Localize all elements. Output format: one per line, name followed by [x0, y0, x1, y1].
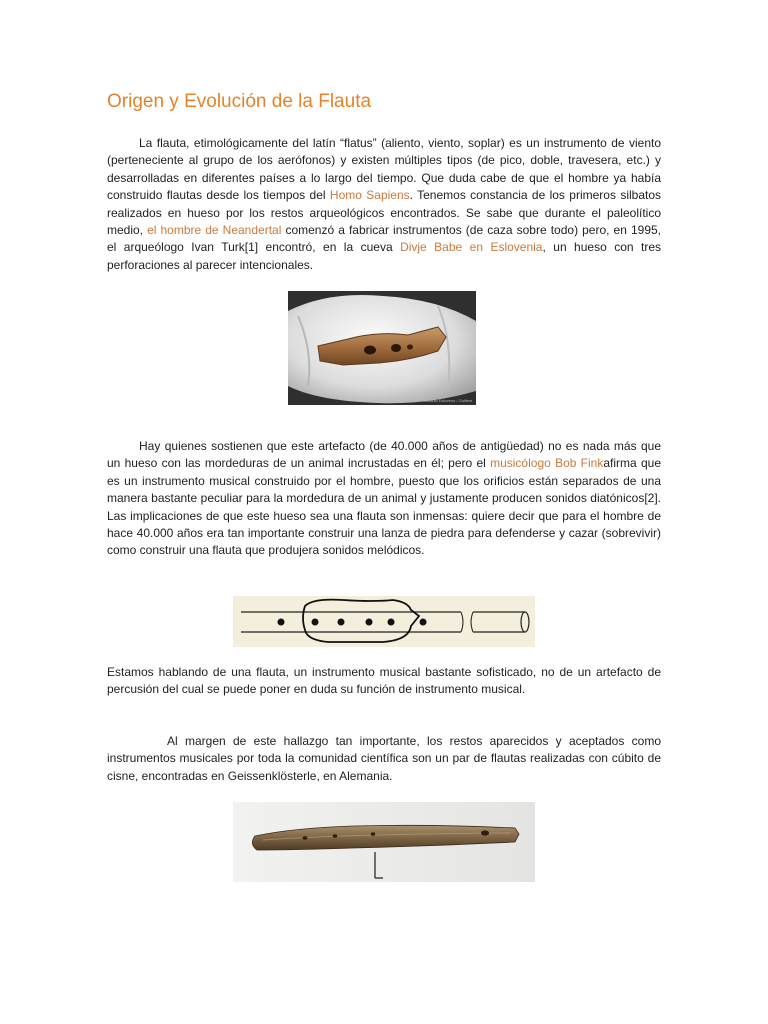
photo-credit: Instituto Esloveno / Guillem [423, 398, 473, 403]
swan-bone-flute-photo [233, 802, 535, 882]
link-homo-sapiens[interactable]: Homo Sapiens [329, 188, 410, 203]
intro-text-2: . Tenemos constancia de los primeros silbatos realizados en hueso por los restos arqueológicos encontrados. Se sabe que durante el paleolítico medio, [107, 188, 662, 238]
paragraph-intro [107, 135, 661, 274]
swan-flutes-text: Al margen de este hallazgo tan importante, los restos aparecidos y aceptados como instrumentos musicales por toda la comunidad científica son un par de flautas realizadas con cúbito de cisne, encontradas en Geissenklösterle, en Alemania. [107, 734, 661, 783]
debate-text-1: Hay quienes sostienen que este artefacto (de 40.000 años de antigüedad) no es nada más que un hueso con las mordeduras de un animal incrustadas en él; pero el [107, 439, 661, 471]
intro-text-3: comenzó a fabricar instrumentos (de caza sobre todo) pero, en 1995, el arqueólogo Ivan Turk[1] encontró, en la cueva [107, 223, 661, 255]
link-neandertal[interactable]: el hombre de Neandertal [147, 223, 282, 238]
intro-text-4: , un hueso con tres perforaciones al parecer intencionales. [107, 240, 661, 272]
intro-text-1: La flauta, etimológicamente del latín “flatus” (aliento, viento, soplar) es un instrumento de viento (perteneciente al grupo de los aerófonos) y existen múltiples tipos (de pico, doble, travesera, etc.) y desarrolladas en diferentes países a lo largo del tiempo. Que duda cabe de que el hombre ya había construido flautas desde los tiempos del [107, 136, 661, 203]
link-divje-babe[interactable]: Divje Babe en Eslovenia [400, 240, 543, 255]
swan-flute-image [233, 802, 535, 882]
link-bob-fink[interactable]: musicólogo Bob Fink [490, 456, 604, 471]
bone-flute-photo [288, 291, 476, 405]
bone-flute-image [288, 291, 476, 405]
flute-reconstruction-drawing [233, 596, 535, 647]
paragraph-sophisticated: Estamos hablando de una flauta, un instrumento musical bastante sofisticado, no de un artefacto de percusión del cual se puede poner en duda su función de instrumento musical. [107, 665, 661, 697]
debate-text-2: afirma que es un instrumento musical construido por el hombre, puesto que los orificios están separados de una manera bastante peculiar para la mordedura de un animal y justamente producen sonidos diatónicos[2]. Las implicaciones de que este hueso sea una flauta son inmensas: quiere decir que para el hombre de hace 40.000 años era tan importante construir una lanza de piedra para defenderse y cazar (sobrevivir) como construir una flauta que produjera sonidos melódicos. [107, 456, 661, 558]
page-title: Origen y Evolución de la Flauta [107, 91, 372, 112]
flute-drawing-image [233, 596, 535, 647]
paragraph-swan-flutes [107, 733, 661, 785]
paragraph-debate [107, 438, 661, 560]
